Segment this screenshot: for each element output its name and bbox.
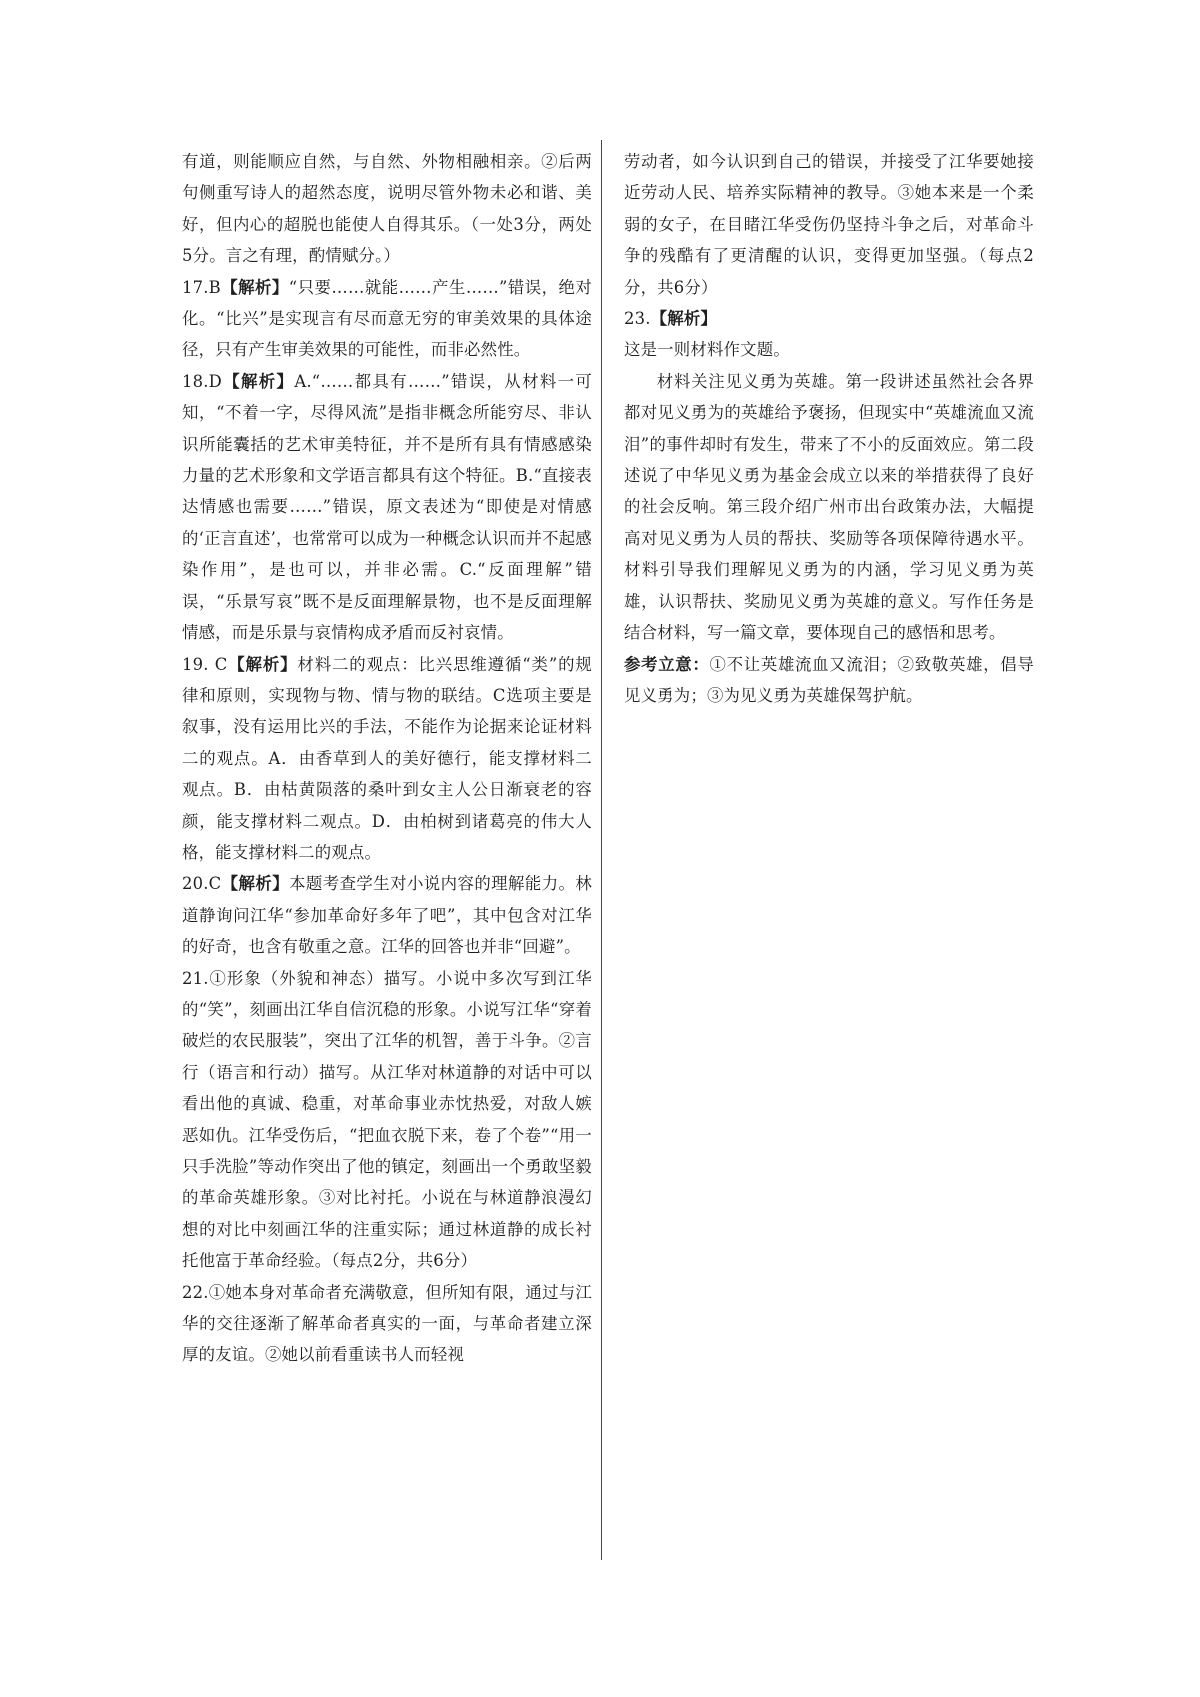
answer-text: 有道，则能顺应自然，与自然、外物相融相亲。②后两句侧重写诗人的超然态度，说明尽管外物未必和谐、美好，但内心的超脱也能使人自得其乐。（一处3分，两处5分。言之有理，酌情赋分。）	[182, 152, 592, 266]
answer-16-continuation	[182, 146, 592, 272]
analysis-tag: 【解析】	[650, 309, 718, 329]
answer-text: 材料二的观点：比兴思维遵循“类”的规律和原则，实现物与物、情与物的联结。C选项主要是叙事，没有运用比兴的手法，不能作为论据来论证材料二的观点。A．由香草到人的美好德行，能支撑材料二观点。B．由枯黄陨落的桑叶到女主人公日渐衰老的容颜，能支撑材料二观点。D．由柏树到诸葛亮的伟大人格，能支撑材料二的观点。	[182, 654, 592, 862]
answer-text: 本题考查学生对小说内容的理解能力。林道静询问江华“参加革命好多年了吧”，其中包含对江华的好奇，也含有敬重之意。江华的回答也并非“回避”。	[182, 874, 592, 957]
answer-number: 17.B	[182, 277, 221, 297]
answer-number: 19. C	[182, 654, 228, 674]
answer-18	[182, 366, 592, 649]
answer-19	[182, 649, 592, 869]
answer-23-heading	[624, 303, 1034, 334]
answer-number: 22.	[182, 1282, 209, 1302]
column-divider	[601, 140, 602, 1560]
reference-label: 参考立意：	[624, 654, 710, 674]
answer-text: 劳动者，如今认识到自己的错误，并接受了江华要她接近劳动人民、培养实际精神的教导。③她本来是一个柔弱的女子，在目睹江华受伤仍坚持斗争之后，对革命斗争的残酷有了更清醒的认识，变得更加坚强。（每点2分，共6分）	[624, 152, 1034, 297]
answer-23-intro	[624, 334, 1034, 365]
reference-text: ①不让英雄流血又流泪；②致敬英雄，倡导见义勇为；③为见义勇为英雄保驾护航。	[624, 654, 1034, 705]
answer-text: 材料关注见义勇为英雄。第一段讲述虽然社会各界都对见义勇为的英雄给予褒扬，但现实中“英雄流血又流泪”的事件却时有发生，带来了不小的反面效应。第二段述说了中华见义勇为基金会成立以来的举措获得了良好的社会反响。第三段介绍广州市出台政策办法，大幅提高对见义勇为人员的帮扶、奖励等各项保障待遇水平。材料引导我们理解见义勇为的内涵，学习见义勇为英雄，认识帮扶、奖励见义勇为英雄的意义。写作任务是结合材料，写一篇文章，要体现自己的感悟和思考。	[624, 371, 1034, 643]
answer-23-body	[624, 366, 1034, 649]
left-column	[182, 146, 592, 1371]
answer-text: A.“……都具有……”错误，从材料一可知，“不着一字，尽得风流”是指非概念所能穷尽、非认识所能囊括的艺术审美特征，并不是所有具有情感感染力量的艺术形象和文学语言都具有这个特征。B.“直接表达情感也需要……”错误，原文表述为“即使是对情感的‘正言直述’，也常常可以成为一种概念认识而并不起感染作用”，是也可以，并非必需。C.“反面理解”错误，“乐景写哀”既不是反面理解景物，也不是反面理解情感，而是乐景与哀情构成矛盾而反衬哀情。	[182, 371, 592, 643]
answer-20	[182, 868, 592, 962]
answer-number: 21.	[182, 968, 209, 988]
analysis-tag: 【解析】	[227, 654, 298, 674]
answer-17	[182, 272, 592, 366]
answer-number: 20.C	[182, 874, 222, 894]
analysis-tag: 【解析】	[222, 371, 295, 391]
answer-22	[182, 1277, 592, 1371]
analysis-tag: 【解析】	[220, 277, 289, 297]
right-column	[624, 146, 1034, 711]
answer-number: 23.	[624, 309, 651, 329]
answer-21	[182, 963, 592, 1277]
reference-ideas	[624, 649, 1034, 712]
answer-text: ①她本身对革命者充满敬意，但所知有限，通过与江华的交往逐渐了解革命者真实的一面，与革命者建立深厚的友谊。②她以前看重读书人而轻视	[182, 1282, 592, 1365]
answer-number: 18.D	[182, 371, 223, 391]
answer-text: 这是一则材料作文题。	[624, 340, 790, 360]
answer-text: “只要……就能……产生……”错误，绝对化。“比兴”是实现言有尽而意无穷的审美效果的具体途径，只有产生审美效果的可能性，而非必然性。	[182, 277, 592, 360]
answer-text: ①形象（外貌和神态）描写。小说中多次写到江华的“笑”，刻画出江华自信沉稳的形象。小说写江华“穿着破烂的农民服装”，突出了江华的机智，善于斗争。②言行（语言和行动）描写。从江华对林道静的对话中可以看出他的真诚、稳重，对革命事业赤忱热爱，对敌人嫉恶如仇。江华受伤后，“把血衣脱下来，卷了个卷”“用一只手洗脸”等动作突出了他的镇定，刻画出一个勇敢坚毅的革命英雄形象。③对比衬托。小说在与林道静浪漫幻想的对比中刻画江华的注重实际；通过林道静的成长衬托他富于革命经验。（每点2分，共6分）	[182, 968, 592, 1271]
answer-22-continuation	[624, 146, 1034, 303]
analysis-tag: 【解析】	[221, 874, 290, 894]
